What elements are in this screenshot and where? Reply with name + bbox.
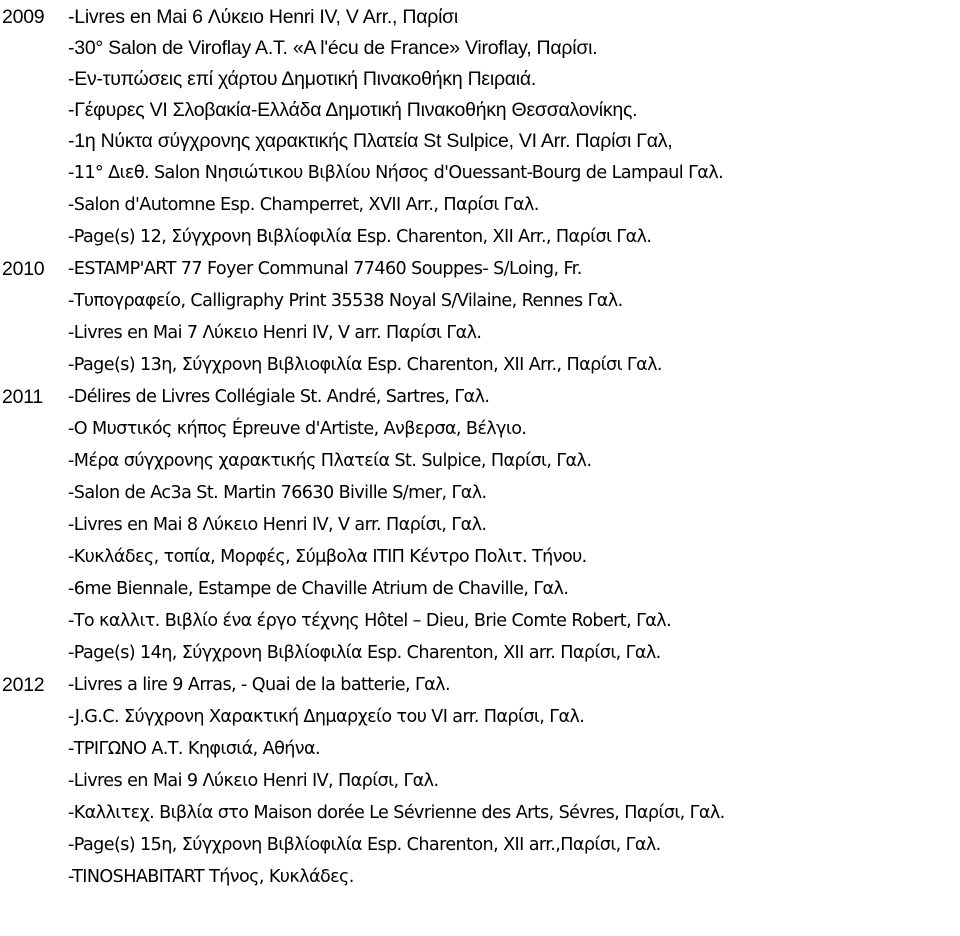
exhibition-entry: -ΤΡΙΓΩΝΟ Α.Τ. Κηφισιά, Αθήνα. xyxy=(68,739,321,759)
exhibition-entry: -Page(s) 13η, Σύγχρονη Βιβλιοφιλία Esp. Charenton, XII Arr., Παρίσι Γαλ. xyxy=(68,355,662,375)
year-label: 2011 xyxy=(2,386,43,408)
exhibition-entry: -11° Διεθ. Salon Νησιώτικου Βιβλίου Νήσος d'Ouessant-Bourg de Lampaul Γαλ. xyxy=(68,163,724,183)
exhibition-entry: -Page(s) 12, Σύγχρονη Βιβλίοφιλία Esp. Charenton, XII Arr., Παρίσι Γαλ. xyxy=(68,227,652,247)
exhibition-entry: -Délires de Livres Collégiale St. André, Sartres, Γαλ. xyxy=(68,387,490,407)
exhibition-entry: -Salon de Ac3a St. Martin 76630 Biville S/mer, Γαλ. xyxy=(68,483,487,503)
exhibition-entry: -Εν-τυπώσεις επί χάρτου Δημοτική Πινακοθήκη Πειραιά. xyxy=(68,68,537,90)
exhibition-entry: -30° Salon de Viroflay A.T. «A l'écu de France» Viroflay, Παρίσι. xyxy=(68,37,598,59)
exhibition-entry: -Page(s) 14η, Σύγχρονη Βιβλίοφιλία Esp. Charenton, XII arr. Παρίσι, Γαλ. xyxy=(68,643,661,663)
exhibition-entry: -Livres en Mai 7 Λύκειο Henri IV, V arr. Παρίσι Γαλ. xyxy=(68,323,482,343)
exhibition-entry: -J.G.C. Σύγχρονη Χαρακτική Δημαρχείο του VI arr. Παρίσι, Γαλ. xyxy=(68,707,585,727)
exhibition-entry: -1η Νύκτα σύγχρονης χαρακτικής Πλατεία St Sulpice, VI Arr. Παρίσι Γαλ, xyxy=(68,130,673,152)
exhibition-entry: -Γέφυρες VI Σλοβακία-Ελλάδα Δημοτική Πινακοθήκη Θεσσαλονίκης. xyxy=(68,99,638,121)
exhibition-entry: -TINOSHABITART Τήνος, Κυκλάδες. xyxy=(68,867,354,887)
exhibition-entry: -Μέρα σύγχρονης χαρακτικής Πλατεία St. Sulpice, Παρίσι, Γαλ. xyxy=(68,451,592,471)
exhibition-entry: -Livres a lire 9 Arras, - Quai de la batterie, Γαλ. xyxy=(68,675,450,695)
exhibition-entry: -ESTAMP'ART 77 Foyer Communal 77460 Souppes- S/Loing, Fr. xyxy=(68,259,582,279)
exhibition-entry: -Κυκλάδες, τοπία, Μορφές, Σύμβολα ΙΤΙΠ Κέντρο Πολιτ. Τήνου. xyxy=(68,547,587,567)
exhibition-entry: -Livres en Mai 9 Λύκειο Henri IV, Παρίσι, Γαλ. xyxy=(68,771,439,791)
year-label: 2012 xyxy=(2,674,45,696)
exhibition-entry: -Καλλιτεχ. Βιβλία στο Maison dorée Le Sévrienne des Arts, Sévres, Παρίσι, Γαλ. xyxy=(68,803,725,823)
year-label: 2010 xyxy=(2,258,45,280)
exhibition-entry: -Το καλλιτ. Βιβλίο ένα έργο τέχνης Hôtel – Dieu, Brie Comte Robert, Γαλ. xyxy=(68,611,672,631)
exhibition-entry: -Salon d'Automne Esp. Champerret, XVII Arr., Παρίσι Γαλ. xyxy=(68,195,539,215)
exhibition-entry: -6me Biennale, Estampe de Chaville Atrium de Chaville, Γαλ. xyxy=(68,579,569,599)
exhibition-entry: -Ο Μυστικός κήπος Épreuve d'Artiste, Ανβερσα, Βέλγιο. xyxy=(68,419,527,439)
year-label: 2009 xyxy=(2,6,45,28)
exhibition-entry: -Livres en Mai 6 Λύκειο Henri IV, V Arr., Παρίσι xyxy=(68,6,459,28)
exhibition-entry: -Page(s) 15η, Σύγχρονη Βιβλίοφιλία Esp. Charenton, XII arr.,Παρίσι, Γαλ. xyxy=(68,835,661,855)
exhibition-entry: -Τυπογραφείο, Calligraphy Print 35538 Noyal S/Vilaine, Rennes Γαλ. xyxy=(68,291,623,311)
exhibition-entry: -Livres en Mai 8 Λύκειο Henri IV, V arr. Παρίσι, Γαλ. xyxy=(68,515,487,535)
